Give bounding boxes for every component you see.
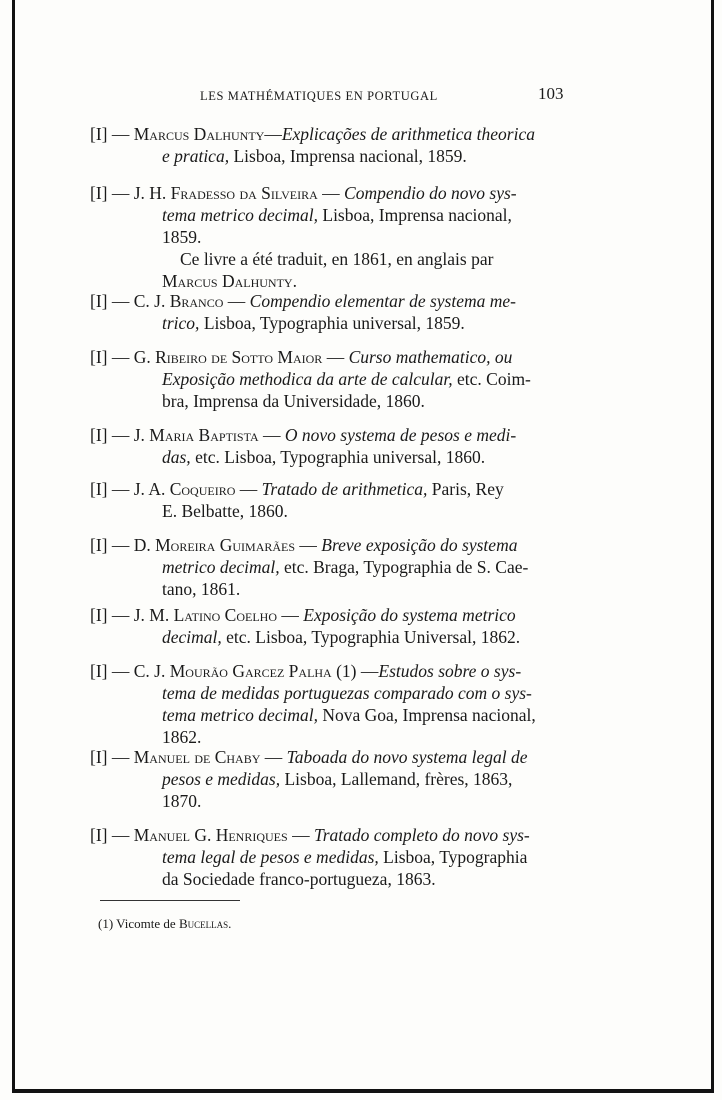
bibliography-entry [90,290,572,334]
entry-note: Ce livre a été traduit, en 1861, en anglais par [180,249,494,269]
entry-dash: — [260,747,287,767]
footnote-marker: (1) [98,916,114,931]
entry-author: J. M. Latino Coelho [133,605,277,625]
entry-dash: — [317,183,345,203]
entry-marker: [I] — [90,605,130,625]
entry-marker: [I] — [90,425,130,445]
entry-title: trico, [162,313,200,333]
bibliography-entry [90,824,572,890]
entry-marker: [I] — [90,661,130,681]
entry-imprint: Lisboa, Typographia universal, 1859. [199,313,465,333]
footnote [98,916,231,932]
entry-title: Exposição methodica da arte de calcular, [162,369,453,389]
running-header: LES MATHÉMATIQUES EN PORTUGAL [200,89,438,103]
entry-title: Tratado completo do novo sys- [313,825,530,845]
entry-title: Taboada do novo systema legal de [286,747,528,767]
entry-imprint: Lisboa, Typographia [378,847,528,867]
entry-imprint: Paris, Rey [427,479,504,499]
entry-imprint: da Sociedade franco-portugueza, 1863. [162,869,436,889]
entry-title: pesos e medidas, [162,769,281,789]
entry-marker: [I] — [90,347,130,367]
entry-dash: — [223,291,250,311]
entry-title: das, [162,447,191,467]
entry-author: J. A. Coqueiro [133,479,236,499]
bibliography-entry [90,424,572,468]
entry-imprint: Lisboa, Lallemand, frères, 1863, [280,769,513,789]
entry-imprint: 1859. [162,227,202,247]
entry-author: Manuel G. Henriques [133,825,288,845]
entry-imprint: etc. Lisboa, Typographia Universal, 1862. [221,627,521,647]
entry-title: O novo systema de pesos e medi- [284,425,517,445]
entry-imprint: 1862. [162,727,202,747]
entry-imprint: Lisboa, Imprensa nacional, [318,205,512,225]
footnote-reference: (1) — [331,661,379,681]
entry-author: Marcus Dalhunty [133,124,265,144]
entry-title: Breve exposição do systema [321,535,518,555]
entry-imprint: E. Belbatte, 1860. [162,501,288,521]
bibliography-entry [90,346,572,412]
bibliography-entry [90,660,572,748]
entry-dash: — [295,535,322,555]
entry-imprint: etc. Lisboa, Typographia universal, 1860. [190,447,486,467]
bibliography-entry [90,534,572,600]
entry-imprint: Nova Goa, Imprensa nacional, [318,705,536,725]
entry-title: decimal, [162,627,222,647]
entry-title: tema metrico decimal, [162,205,318,225]
entry-title: Estudos sobre o sys- [378,661,522,681]
entry-author: G. Ribeiro de Sotto Maior [133,347,323,367]
entry-imprint: 1870. [162,791,202,811]
page-number: 103 [538,84,564,103]
entry-dash: — [258,425,285,445]
bibliography-entry [90,746,572,812]
entry-title: Tratado de arithmetica, [261,479,428,499]
entry-imprint: etc. Braga, Typographia de S. Cae- [279,557,529,577]
entry-marker: [I] — [90,747,130,767]
bibliography-entry [90,478,572,522]
bibliography-entry [90,604,572,648]
entry-title: tema de medidas portuguezas comparado com o sys- [162,683,532,703]
entry-title: tema legal de pesos e medidas, [162,847,379,867]
entry-dash: — [277,605,304,625]
entry-title: Curso mathematico, ou [348,347,513,367]
entry-imprint: etc. Coim- [452,369,531,389]
entry-author: J. Maria Baptista [133,425,259,445]
entry-author: C. J. Mourão Garcez Palha [133,661,332,681]
entry-title: Compendio elementar de systema me- [249,291,516,311]
bibliography-entry [90,182,572,292]
entry-author: C. J. Branco [133,291,224,311]
entry-note-name: Marcus Dalhunty. [162,271,297,291]
entry-author: D. Moreira Guimarães [133,535,296,555]
footnote-rule [100,900,240,901]
entry-marker: [I] — [90,124,130,144]
entry-author: Manuel de Chaby [133,747,261,767]
entry-title: metrico decimal, [162,557,280,577]
entry-marker: [I] — [90,183,130,203]
footnote-text: Vicomte de [113,916,179,931]
entry-dash: — [287,825,314,845]
entry-marker: [I] — [90,825,130,845]
entry-marker: [I] — [90,479,130,499]
bibliography-entry [90,123,572,167]
entry-marker: [I] — [90,291,130,311]
entry-title: Compendio do novo sys- [344,183,517,203]
entry-dash: — [264,124,282,144]
entry-marker: [I] — [90,535,130,555]
entry-dash: — [235,479,262,499]
entry-imprint: Lisboa, Imprensa nacional, 1859. [229,146,467,166]
entry-author: J. H. Fradesso da Silveira [133,183,318,203]
footnote-name: Bucellas. [178,916,232,931]
entry-title: tema metrico decimal, [162,705,318,725]
entry-title: Exposição do systema metrico [303,605,516,625]
entry-imprint: tano, 1861. [162,579,241,599]
entry-title: e pratica, [162,146,230,166]
entry-imprint: bra, Imprensa da Universidade, 1860. [162,391,425,411]
entry-dash: — [322,347,349,367]
entry-title: Explicações de arithmetica theorica [281,124,535,144]
